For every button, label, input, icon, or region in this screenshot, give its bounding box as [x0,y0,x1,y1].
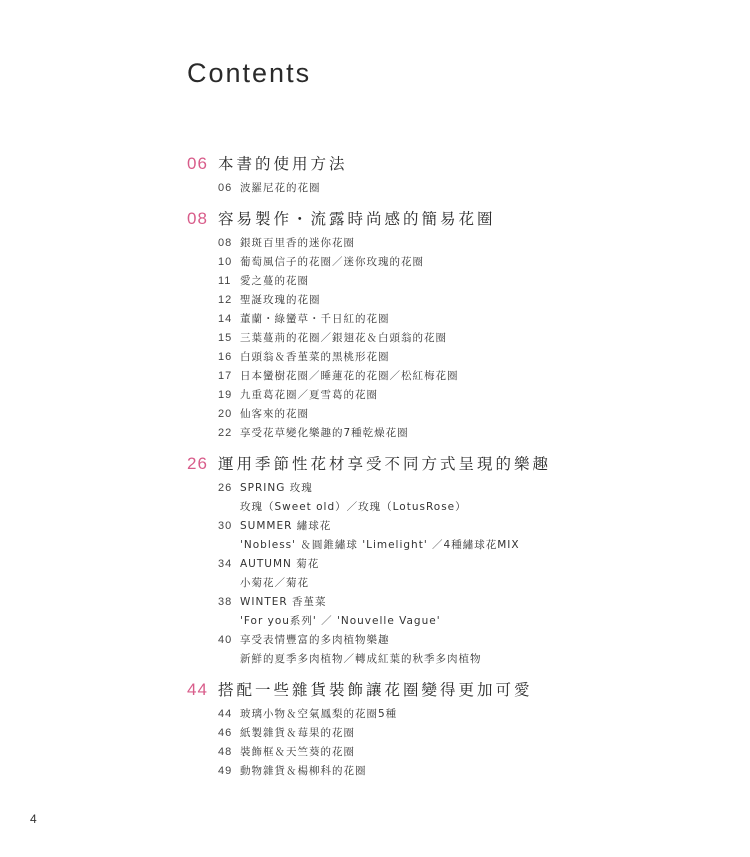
toc-entry[interactable] [187,368,707,387]
toc-entry[interactable] [187,235,707,254]
toc-entry[interactable] [187,499,707,518]
toc-section [187,152,707,199]
toc-entry[interactable] [187,744,707,763]
entry-title: 日本蠻樹花圈／睡蓮花的花圈／松紅梅花圈 [240,370,459,382]
entry-page-number: 44 [218,708,233,720]
entry-page-number: 26 [218,482,233,494]
section-title: 運用季節性花材享受不同方式呈現的樂趣 [218,455,552,473]
entry-title: 玻璃小物＆空氣鳳梨的花圈5種 [240,708,398,720]
section-page-number: 08 [187,209,208,228]
entry-title: 玫瑰（Sweet old）／玫瑰（LotusRose） [240,501,467,513]
section-title: 搭配一些雜貨裝飾讓花圈變得更加可愛 [218,681,533,699]
toc-section [187,452,707,670]
entry-title: AUTUMN 菊花 [240,558,320,570]
toc-entry[interactable] [187,425,707,444]
toc-entry[interactable] [187,763,707,782]
section-heading[interactable] [187,678,707,704]
section-title: 本書的使用方法 [218,155,348,173]
toc-entry[interactable] [187,706,707,725]
entry-title: WINTER 香堇菜 [240,596,327,608]
section-heading[interactable] [187,152,707,178]
entry-title: 享受花草變化樂趣的7種乾燥花圈 [240,427,409,439]
entry-page-number: 11 [218,275,232,287]
toc-entry[interactable] [187,537,707,556]
entry-page-number: 46 [218,727,233,739]
entry-page-number: 30 [218,520,233,532]
section-heading[interactable] [187,207,707,233]
entry-title: 仙客來的花圈 [240,408,309,420]
entry-page-number: 48 [218,746,233,758]
page-title: Contents [187,58,312,88]
entry-title: 享受表情豐富的多肉植物樂趣 [240,634,390,646]
entry-page-number: 49 [218,765,233,777]
toc-entry[interactable] [187,330,707,349]
toc-entry[interactable] [187,349,707,368]
page-number: 4 [30,812,37,826]
section-page-number: 44 [187,680,208,699]
toc-entry[interactable] [187,292,707,311]
table-of-contents [187,152,707,790]
entry-title: 葡萄風信子的花圈／迷你玫瑰的花圈 [240,256,424,268]
entry-page-number: 22 [218,427,233,439]
entry-page-number: 17 [218,370,233,382]
entry-page-number: 08 [218,237,233,249]
toc-entry[interactable] [187,613,707,632]
section-items [187,235,707,444]
entry-title: 銀斑百里香的迷你花圈 [240,237,355,249]
entry-title: 三葉蔓荊的花圈／銀翅花＆白頭翁的花圈 [240,332,447,344]
toc-entry[interactable] [187,594,707,613]
entry-page-number: 10 [218,256,233,268]
entry-page-number: 34 [218,558,233,570]
entry-title: 'Nobless' ＆圓錐繡球 'Limelight' ／4種繡球花MIX [240,539,520,551]
entry-title: 紙製雜貨＆莓果的花圈 [240,727,355,739]
entry-page-number: 14 [218,313,233,325]
toc-entry[interactable] [187,575,707,594]
entry-title: 動物雜貨＆楊柳科的花圈 [240,765,367,777]
toc-entry[interactable] [187,480,707,499]
entry-title: 白頭翁＆香堇菜的黑桃形花圈 [240,351,390,363]
section-items [187,180,707,199]
toc-section [187,207,707,444]
section-items [187,706,707,782]
toc-entry[interactable] [187,254,707,273]
toc-entry[interactable] [187,387,707,406]
entry-page-number: 15 [218,332,233,344]
section-items [187,480,707,670]
entry-title: SPRING 玫瑰 [240,482,313,494]
toc-entry[interactable] [187,651,707,670]
toc-entry[interactable] [187,725,707,744]
section-page-number: 06 [187,154,208,173]
entry-page-number: 16 [218,351,233,363]
entry-page-number: 38 [218,596,233,608]
entry-page-number: 19 [218,389,233,401]
toc-entry[interactable] [187,518,707,537]
toc-entry[interactable] [187,273,707,292]
entry-title: 聖誕玫瑰的花圈 [240,294,321,306]
toc-section [187,678,707,782]
entry-title: 波羅尼花的花圈 [240,182,321,194]
toc-entry[interactable] [187,180,707,199]
entry-title: 愛之蔓的花圈 [240,275,309,287]
entry-title: 董蘭・綠蠻草・千日紅的花圈 [240,313,390,325]
entry-title: 'For you系列' ／ 'Nouvelle Vague' [240,615,441,627]
toc-entry[interactable] [187,406,707,425]
toc-entry[interactable] [187,556,707,575]
toc-entry[interactable] [187,311,707,330]
section-page-number: 26 [187,454,208,473]
entry-title: 九重葛花圈／夏雪葛的花圈 [240,389,378,401]
entry-title: SUMMER 繡球花 [240,520,332,532]
entry-page-number: 06 [218,182,233,194]
section-title: 容易製作・流露時尚感的簡易花圈 [218,210,496,228]
entry-title: 裝飾框＆天竺葵的花圈 [240,746,355,758]
entry-page-number: 20 [218,408,233,420]
toc-entry[interactable] [187,632,707,651]
entry-title: 小菊花／菊花 [240,577,309,589]
section-heading[interactable] [187,452,707,478]
entry-page-number: 12 [218,294,233,306]
entry-title: 新鮮的夏季多肉植物／轉成紅葉的秋季多肉植物 [240,653,482,665]
entry-page-number: 40 [218,634,233,646]
